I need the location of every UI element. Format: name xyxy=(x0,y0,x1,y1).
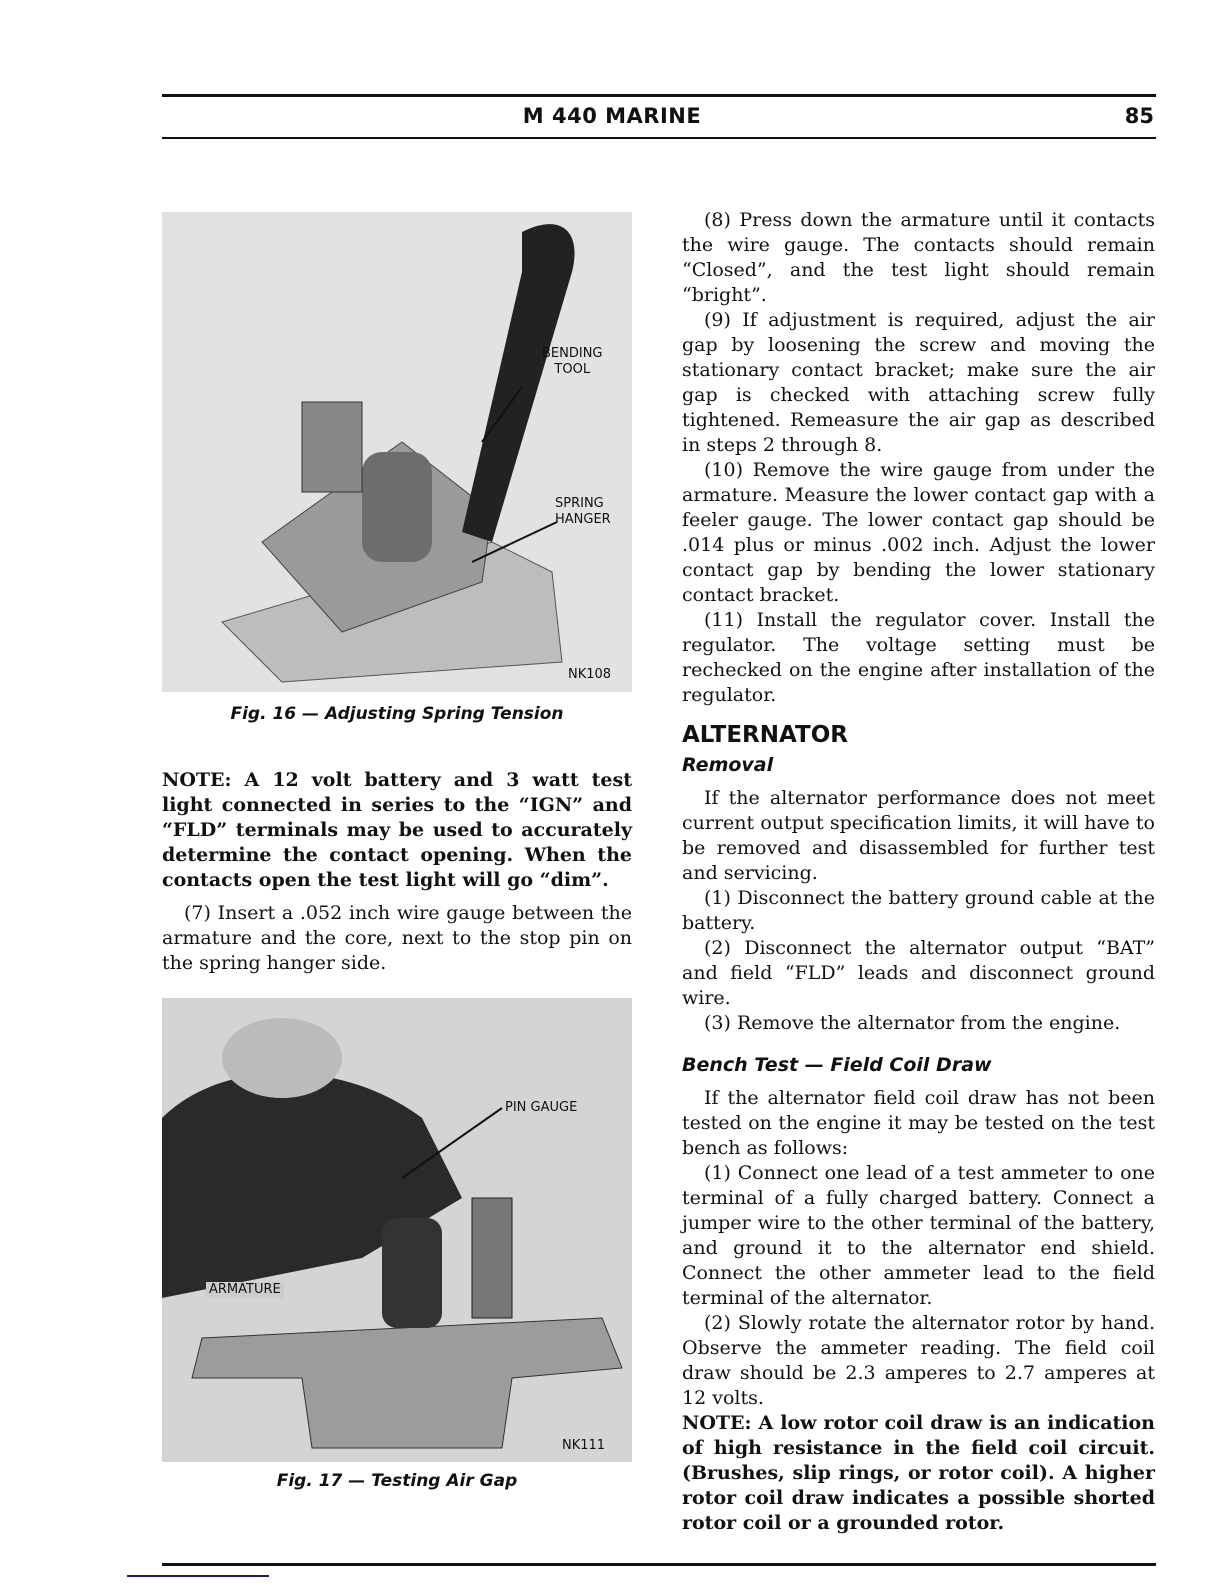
footer-rule xyxy=(162,1563,1156,1566)
removal-step-1: (1) Disconnect the battery ground cable at the battery. xyxy=(682,887,1155,934)
subheading-bench-test: Bench Test — Field Coil Draw xyxy=(682,1054,992,1076)
figure-17-code: NK111 xyxy=(562,1438,606,1453)
figure-17-image xyxy=(162,998,632,1462)
label-armature: ARMATURE xyxy=(206,1282,284,1298)
page-header-title: M 440 MARINE xyxy=(522,104,702,128)
bench-intro: If the alternator field coil draw has not been tested on the engine it may be tested on the test bench as follows: xyxy=(682,1087,1155,1159)
subheading-removal: Removal xyxy=(682,754,774,776)
page-number: 85 xyxy=(1124,104,1154,128)
removal-step-2: (2) Disconnect the alternator output “BAT” and field “FLD” leads and disconnect ground wire. xyxy=(682,937,1155,1009)
left-column-text xyxy=(162,768,632,976)
step-10: (10) Remove the wire gauge from under the armature. Measure the lower contact gap with a feeler gauge. The lower contact gap should be .014 plus or minus .002 inch. Adjust the lower contact gap by bending the lower stationary contact bracket. xyxy=(682,459,1155,606)
bench-note: NOTE: A low rotor coil draw is an indication of high resistance in the field coil circuit. (Brushes, slip rings, or rotor coil). A higher rotor coil draw indicates a possible shorted rotor coil or a grounded rotor. xyxy=(682,1412,1155,1534)
section-heading-alternator: ALTERNATOR xyxy=(682,722,848,748)
figure-17-caption: Fig. 17 — Testing Air Gap xyxy=(276,1471,518,1491)
removal-step-3: (3) Remove the alternator from the engine. xyxy=(704,1012,1121,1034)
label-hanger: HANGER xyxy=(555,512,611,527)
header-rule-top xyxy=(162,94,1156,97)
footer-blue-mark xyxy=(127,1575,269,1577)
figure-16-caption: Fig. 16 — Adjusting Spring Tension xyxy=(230,704,564,724)
step-9: (9) If adjustment is required, adjust the air gap by loosening the screw and moving the stationary contact bracket; make sure the air gap is checked with attaching screw fully tightened. Remeasure the air gap as described in steps 2 through 8. xyxy=(682,309,1155,456)
bench-step-2: (2) Slowly rotate the alternator rotor by hand. Observe the ammeter reading. The field coil draw should be 2.3 amperes to 2.7 amperes at 12 volts. xyxy=(682,1312,1155,1409)
right-column-text xyxy=(682,208,1155,1536)
air-gap-photo-illustration xyxy=(162,998,632,1462)
label-pin-gauge: PIN GAUGE xyxy=(505,1100,578,1115)
regulator-photo-illustration xyxy=(162,212,632,692)
note-test-light: NOTE: A 12 volt battery and 3 watt test light connected in series to the “IGN” and “FLD” terminals may be used to accurately determine the contact opening. When the contacts open the test light will go “dim”. xyxy=(162,769,632,891)
step-8: (8) Press down the armature until it contacts the wire gauge. The contacts should remain “Closed”, and the test light should remain “bright”. xyxy=(682,209,1155,306)
label-spring: SPRING xyxy=(555,496,604,511)
label-tool: TOOL xyxy=(554,362,591,377)
bench-step-1: (1) Connect one lead of a test ammeter to one terminal of a fully charged battery. Connect a jumper wire to the other terminal of the battery, and ground it to the alternator end shield. Connect the other ammeter lead to the field terminal of the alternator. xyxy=(682,1162,1155,1309)
figure-16-code: NK108 xyxy=(568,667,612,682)
removal-intro: If the alternator performance does not meet current output specification limits, it will have to be removed and disassembled for further test and servicing. xyxy=(682,787,1155,884)
header-rule-bottom xyxy=(162,137,1156,139)
label-bending: BENDING xyxy=(542,346,603,361)
step-7: (7) Insert a .052 inch wire gauge between the armature and the core, next to the stop pin on the spring hanger side. xyxy=(162,902,632,974)
figure-16-image xyxy=(162,212,632,692)
step-11: (11) Install the regulator cover. Install the regulator. The voltage setting must be rechecked on the engine after installation of the regulator. xyxy=(682,609,1155,706)
